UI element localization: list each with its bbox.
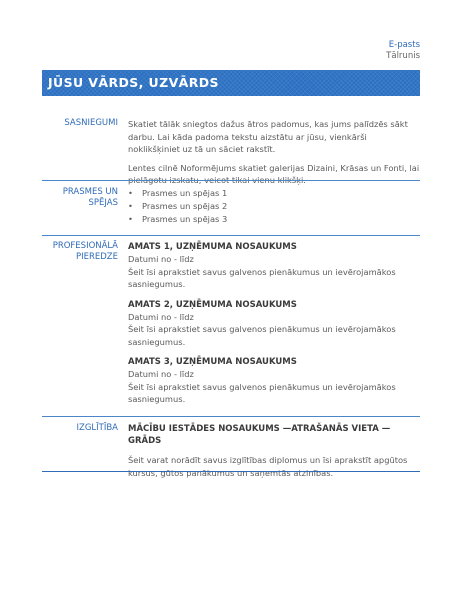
skill-text[interactable]: Prasmes un spējas 3: [142, 213, 228, 224]
skills-list: [128, 187, 420, 225]
list-item[interactable]: [128, 187, 420, 200]
education-description[interactable]: Šeit varat norādīt savus izglītības diplomus un īsi aprakstīt apgūtos kursus, gūtos panākumus un saņemtās atzinības.: [128, 455, 408, 478]
skills-label: [42, 187, 118, 209]
contact-info: [386, 40, 420, 62]
skills-label-line-1: PRASMES UN: [62, 187, 118, 197]
objective-paragraph-1[interactable]: Skatiet tālāk sniegtos dažus ātros padomus, kas jums palīdzēs sākt darbu. Lai kāda padoma tekstu aizstātu ar jūsu, vienkārši noklikšķiniet uz tā un sāciet rakstīt.: [128, 119, 408, 154]
list-item[interactable]: [128, 213, 420, 226]
list-item[interactable]: [128, 200, 420, 213]
experience-label-line-1: PROFESIONĀLĀ: [52, 241, 118, 251]
experience-label-line-2: PIEREDZE: [75, 252, 118, 262]
phone-text[interactable]: Tālrunis: [386, 51, 420, 61]
skill-text[interactable]: Prasmes un spējas 1: [142, 188, 228, 198]
job-entry[interactable]: [128, 299, 420, 349]
job-dates[interactable]: Datumi no - līdz: [128, 369, 194, 379]
education-label: IZGLĪTĪBA: [76, 423, 118, 433]
bullet-icon: •: [128, 213, 133, 224]
job-description[interactable]: Šeit īsi aprakstiet savus galvenos pienākumus un ievērojamākos sasniegumus.: [128, 266, 396, 289]
job-entry[interactable]: [128, 356, 420, 406]
job-title[interactable]: AMATS 3, UZŅĒMUMA NOSAUKUMS: [128, 357, 297, 367]
job-title[interactable]: AMATS 2, UZŅĒMUMA NOSAUKUMS: [128, 299, 297, 310]
skills-content[interactable]: [128, 187, 420, 225]
objective-paragraph-2[interactable]: Lentes cilnē Noformējums skatiet galerijas Dizaini, Krāsas un Fonti, lai pielāgotu izskatu, veicot tikai vienu klikšķi.: [128, 162, 420, 185]
objective-content[interactable]: [128, 118, 420, 193]
job-description[interactable]: Šeit īsi aprakstiet savus galvenos pienākumus un ievērojamākos sasniegumus.: [128, 324, 396, 347]
job-title[interactable]: AMATS 1, UZŅĒMUMA NOSAUKUMS: [128, 242, 297, 252]
skill-text[interactable]: Prasmes un spējas 2: [142, 200, 228, 211]
skills-label-line-2: SPĒJAS: [88, 198, 118, 208]
section-divider: [42, 180, 420, 181]
name-header[interactable]: JŪSU VĀRDS, UZVĀRDS: [42, 70, 420, 96]
experience-label: [42, 241, 118, 263]
education-title[interactable]: MĀCĪBU IESTĀDES NOSAUKUMS —ATRAŠANĀS VIETA —GRĀDS: [128, 424, 391, 446]
job-dates[interactable]: Datumi no - līdz: [128, 311, 194, 322]
bottom-divider: [42, 471, 420, 472]
bullet-icon: •: [128, 188, 133, 198]
job-entry[interactable]: [128, 241, 420, 291]
job-description[interactable]: Šeit īsi aprakstiet savus galvenos pienākumus un ievērojamākos sasniegumus.: [128, 381, 396, 404]
email-text[interactable]: E-pasts: [388, 40, 420, 50]
job-dates[interactable]: Datumi no - līdz: [128, 254, 194, 264]
section-divider: [42, 235, 420, 236]
section-divider: [42, 416, 420, 417]
experience-content[interactable]: [128, 241, 420, 414]
bullet-icon: •: [128, 200, 133, 211]
objective-label: SASNIEGUMI: [64, 118, 118, 128]
